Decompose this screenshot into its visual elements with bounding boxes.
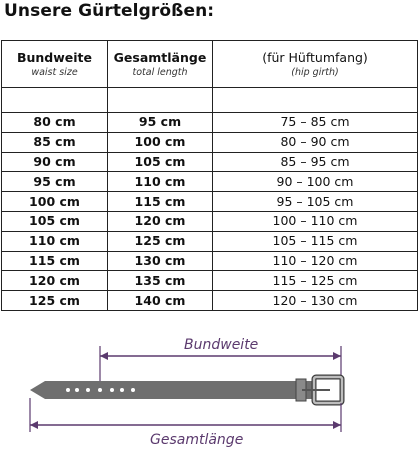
cell-waist: 105 cm: [2, 211, 108, 231]
table-row: [2, 211, 418, 231]
table-row: [2, 291, 418, 311]
cell-hip: 100 – 110 cm: [213, 211, 418, 231]
total-length-dimension: [30, 398, 341, 432]
table-row: [2, 271, 418, 291]
cell-hip: 85 – 95 cm: [213, 152, 418, 172]
table-row: [2, 172, 418, 192]
size-table: [1, 40, 418, 311]
cell-length: 110 cm: [108, 172, 213, 192]
cell-waist: 95 cm: [2, 172, 108, 192]
belt-strap: [30, 379, 312, 401]
header-length: [108, 41, 213, 88]
table-row: [2, 251, 418, 271]
table-spacer-row: [2, 88, 418, 113]
cell-hip: 115 – 125 cm: [213, 271, 418, 291]
cell-waist: 120 cm: [2, 271, 108, 291]
header-waist-sublabel: waist size: [31, 66, 78, 78]
cell-length: 140 cm: [108, 291, 213, 311]
belt-buckle: [302, 377, 342, 403]
cell-hip: 90 – 100 cm: [213, 172, 418, 192]
cell-hip: 95 – 105 cm: [213, 192, 418, 212]
header-waist-label: Bundweite: [16, 49, 93, 65]
header-hip: [213, 41, 418, 88]
cell-hip: 110 – 120 cm: [213, 251, 418, 271]
header-length-sublabel: total length: [132, 66, 188, 78]
cell-waist: 100 cm: [2, 192, 108, 212]
waist-dimension-label: Bundweite: [184, 337, 259, 353]
cell-hip: 80 – 90 cm: [213, 132, 418, 152]
header-length-label: Gesamtlänge: [113, 49, 207, 65]
cell-length: 95 cm: [108, 113, 213, 133]
cell-waist: 110 cm: [2, 231, 108, 251]
cell-hip: 75 – 85 cm: [213, 113, 418, 133]
header-hip-label: (für Hüftumfang): [262, 49, 368, 65]
cell-hip: 105 – 115 cm: [213, 231, 418, 251]
cell-length: 135 cm: [108, 271, 213, 291]
table-row: [2, 113, 418, 133]
cell-waist: 90 cm: [2, 152, 108, 172]
cell-length: 100 cm: [108, 132, 213, 152]
cell-waist: 85 cm: [2, 132, 108, 152]
table-row: [2, 192, 418, 212]
table-row: [2, 231, 418, 251]
table-row: [2, 152, 418, 172]
total-length-dimension-label: Gesamtlänge: [150, 432, 244, 448]
cell-hip: 120 – 130 cm: [213, 291, 418, 311]
table-header-row: [2, 41, 418, 88]
cell-waist: 125 cm: [2, 291, 108, 311]
page-title: Unsere Gürtelgrößen:: [4, 1, 215, 21]
cell-waist: 115 cm: [2, 251, 108, 271]
header-hip-sublabel: (hip girth): [291, 66, 339, 78]
table-body: [2, 113, 418, 311]
cell-length: 115 cm: [108, 192, 213, 212]
cell-length: 120 cm: [108, 211, 213, 231]
cell-length: 125 cm: [108, 231, 213, 251]
cell-length: 105 cm: [108, 152, 213, 172]
table-row: [2, 132, 418, 152]
cell-length: 130 cm: [108, 251, 213, 271]
header-waist: [2, 41, 108, 88]
cell-waist: 80 cm: [2, 113, 108, 133]
